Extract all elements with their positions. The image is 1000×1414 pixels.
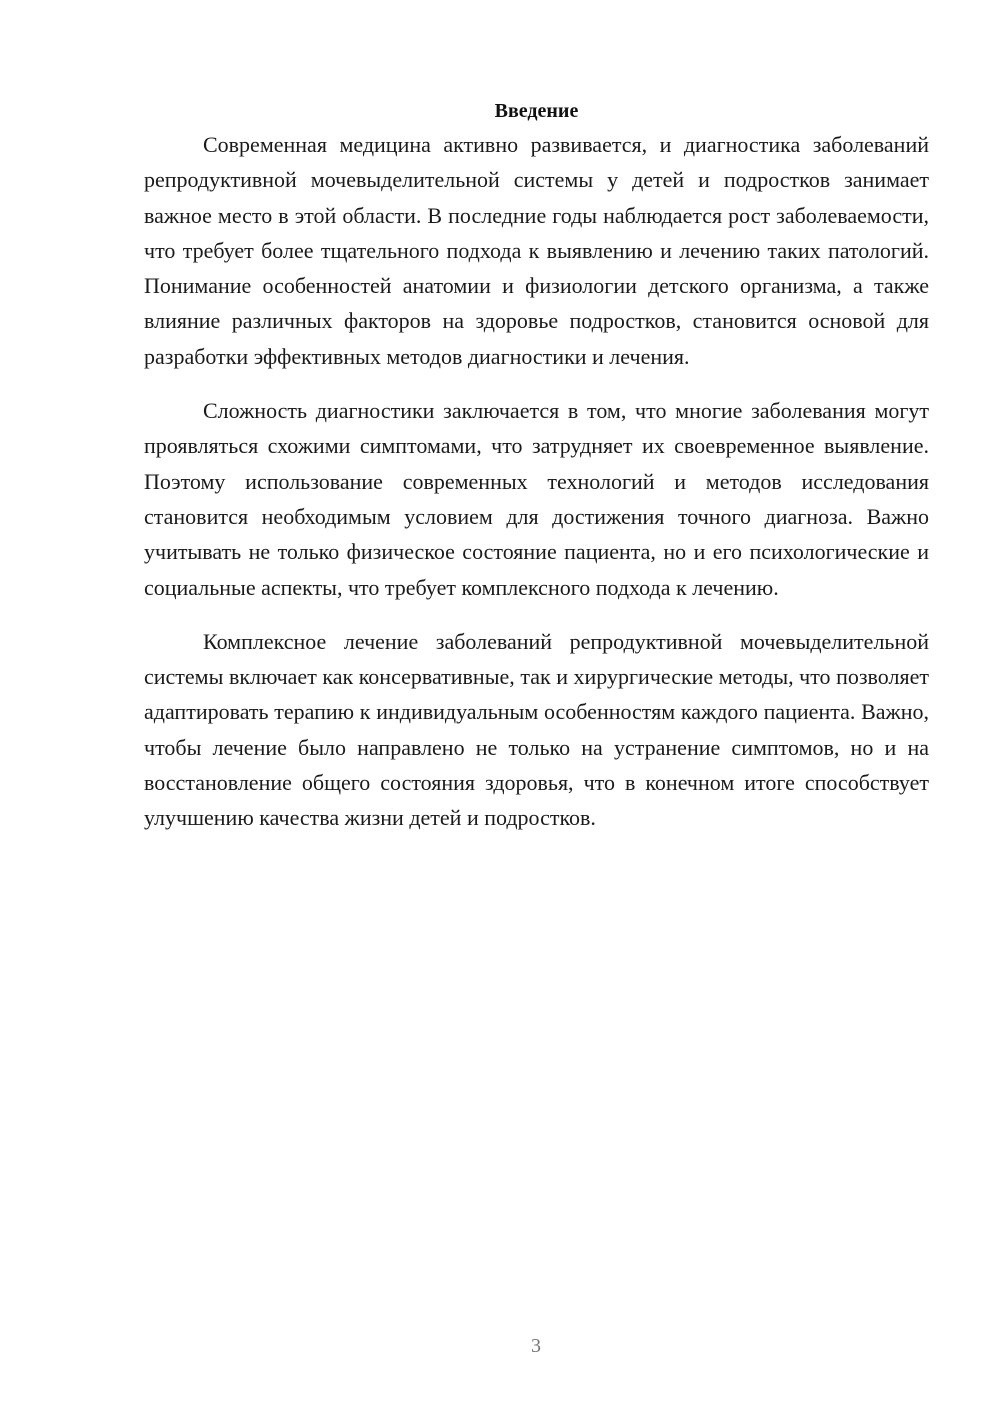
page-number: 3 (531, 1335, 541, 1357)
paragraph-2: Сложность диагностики заключается в том, что многие заболевания могут проявляться схожими симптомами, что затрудняет их своевременное выявление. Поэтому использование современных технологий и методов исследования становится необходимым условием для достижения точного диагноза. Важно учитывать не только физическое состояние пациента, но и его психологические и социальные аспекты, что требует комплексного подхода к лечению. (144, 398, 929, 600)
section-title: Введение (494, 100, 579, 122)
paragraph-3: Комплексное лечение заболеваний репродуктивной мочевыделительной системы включает как консервативные, так и хирургические методы, что позволяет адаптировать терапию к индивидуальным особенностям каждого пациента. Важно, чтобы лечение было направлено не только на устранение симптомов, но и на восстановление общего состояния здоровья, что в конечном итоге способствует улучшению качества жизни детей и подростков. (144, 628, 929, 831)
document-body (144, 96, 929, 855)
paragraph-1: Современная медицина активно развивается, и диагностика заболеваний репродуктивной мочевыделительной системы у детей и подростков занимает важное место в этой области. В последние годы наблюдается рост заболеваемости, что требует более тщательного подхода к выявлению и лечению таких патологий. Понимание особенностей анатомии и физиологии детского организма, а также влияние различных факторов на здоровье подростков, становится основой для разработки эффективных методов диагностики и лечения. (144, 132, 929, 369)
